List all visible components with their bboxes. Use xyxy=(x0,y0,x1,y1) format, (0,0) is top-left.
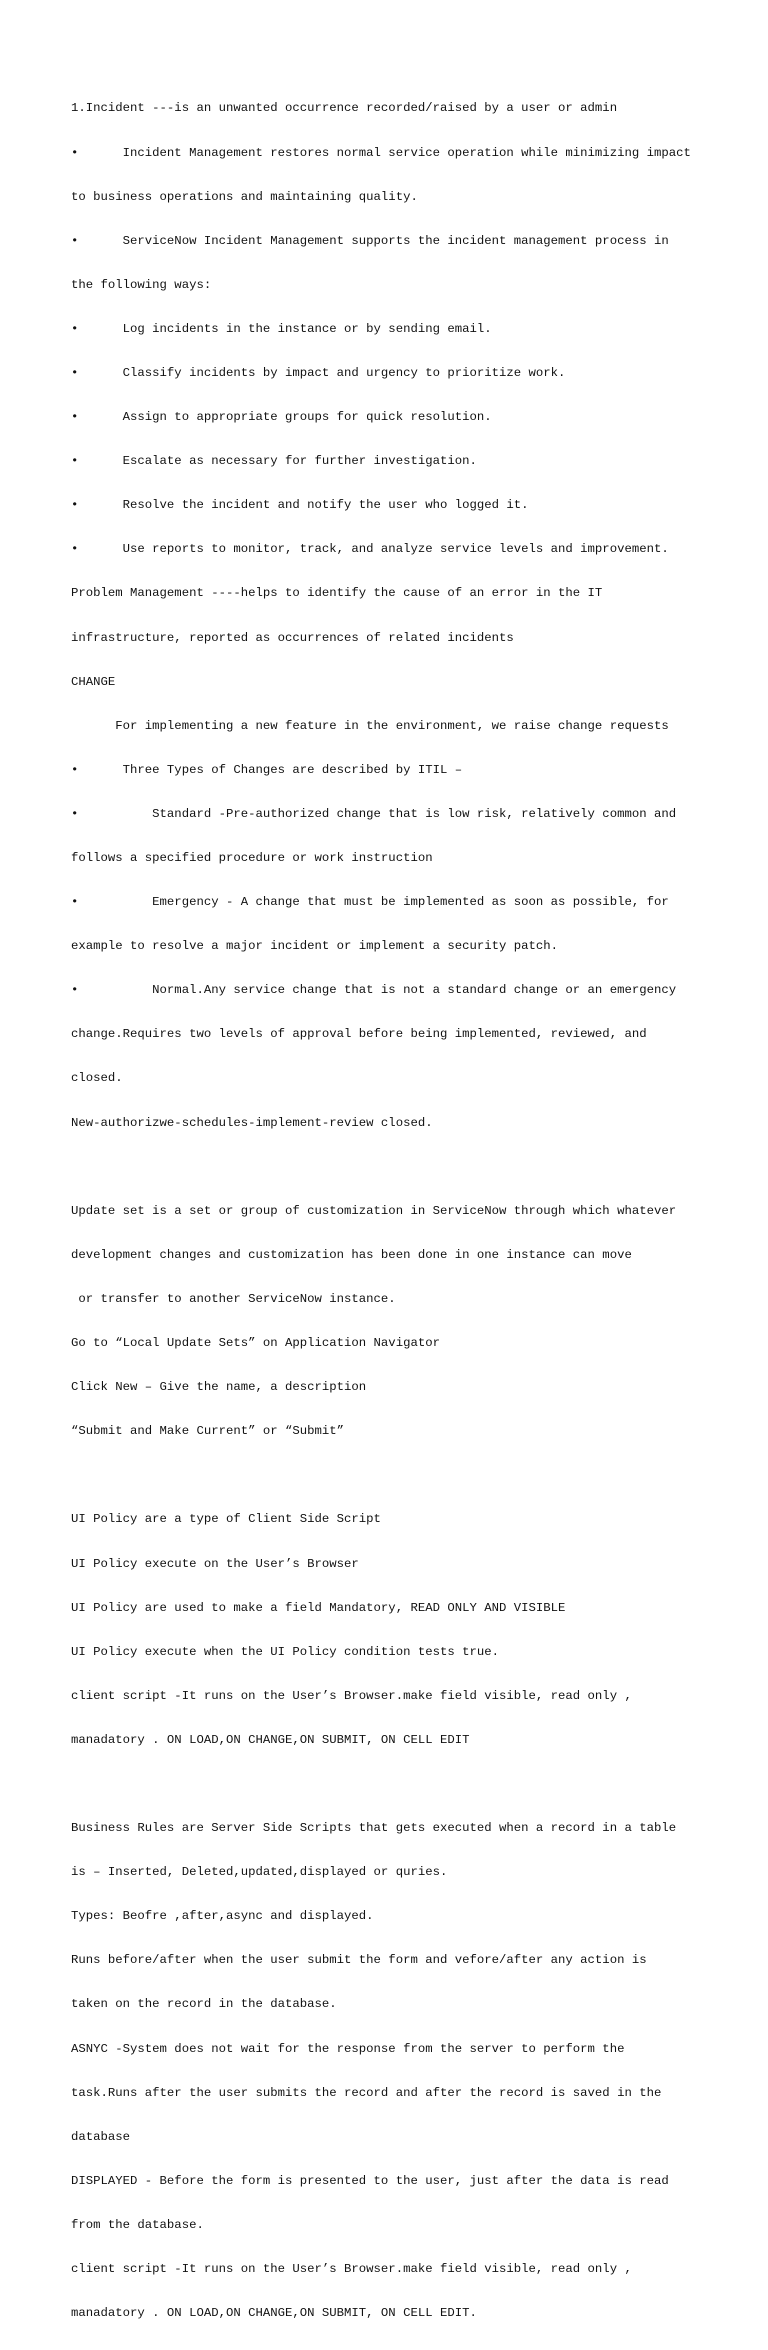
text-line: • Escalate as necessary for further investigation. xyxy=(71,454,477,469)
text-line: or transfer to another ServiceNow instance. xyxy=(71,1291,396,1306)
text-line: • Resolve the incident and notify the user who logged it. xyxy=(71,498,529,513)
text-line: UI Policy execute when the UI Policy condition tests true. xyxy=(71,1644,500,1659)
text-line: • Normal.Any service change that is not a standard change or an emergency xyxy=(71,983,677,998)
document-body xyxy=(71,72,731,2350)
text-line: the following ways: xyxy=(71,277,212,292)
section-heading: CHANGE xyxy=(71,674,116,689)
text-line: UI Policy execute on the User’s Browser xyxy=(71,1556,359,1571)
text-line: • Use reports to monitor, track, and analyze service levels and improvement. xyxy=(71,542,669,557)
text-line: taken on the record in the database. xyxy=(71,1997,337,2012)
text-line: example to resolve a major incident or implement a security patch. xyxy=(71,939,559,954)
text-line: • Classify incidents by impact and urgency to prioritize work. xyxy=(71,365,566,380)
text-line: manadatory . ON LOAD,ON CHANGE,ON SUBMIT, ON CELL EDIT xyxy=(71,1732,470,1747)
text-line: Problem Management ----helps to identify the cause of an error in the IT xyxy=(71,586,603,601)
text-line: DISPLAYED - Before the form is presented to the user, just after the data is read xyxy=(71,2173,669,2188)
text-line: is – Inserted, Deleted,updated,displayed or quries. xyxy=(71,1865,448,1880)
blank-line xyxy=(71,1160,731,1175)
text-line: • Incident Management restores normal service operation while minimizing impact xyxy=(71,145,691,160)
text-line: follows a specified procedure or work instruction xyxy=(71,851,433,865)
text-line: • Standard -Pre-authorized change that is low risk, relatively common and xyxy=(71,806,677,821)
text-line: UI Policy are used to make a field Mandatory, READ ONLY AND VISIBLE xyxy=(71,1600,566,1615)
text-line: Click New – Give the name, a description xyxy=(71,1380,367,1395)
blank-line xyxy=(71,1777,731,1792)
text-line: ASNYC -System does not wait for the response from the server to perform the xyxy=(71,2041,625,2056)
text-line: • Assign to appropriate groups for quick resolution. xyxy=(71,410,492,425)
text-line: Types: Beofre ,after,async and displayed. xyxy=(71,1909,374,1924)
text-line: Runs before/after when the user submit the form and vefore/after any action is xyxy=(71,1953,647,1968)
text-line: UI Policy are a type of Client Side Script xyxy=(71,1512,381,1527)
text-line: development changes and customization has been done in one instance can move xyxy=(71,1247,632,1262)
text-line: change.Requires two levels of approval before being implemented, reviewed, and xyxy=(71,1027,647,1042)
text-line: • ServiceNow Incident Management supports the incident management process in xyxy=(71,233,669,248)
blank-line xyxy=(71,1468,731,1483)
text-line: • Emergency - A change that must be implemented as soon as possible, for xyxy=(71,895,669,910)
text-line: client script -It runs on the User’s Browser.make field visible, read only , xyxy=(71,2262,632,2276)
text-line: client script -It runs on the User’s Browser.make field visible, read only , xyxy=(71,1688,632,1703)
text-line: “Submit and Make Current” or “Submit” xyxy=(71,1424,345,1439)
text-line: database xyxy=(71,2129,131,2144)
text-line: Go to “Local Update Sets” on Application Navigator xyxy=(71,1336,440,1351)
text-line: infrastructure, reported as occurrences of related incidents xyxy=(71,630,514,645)
text-line: to business operations and maintaining quality. xyxy=(71,189,418,204)
text-line: New-authorizwe-schedules-implement-review closed. xyxy=(71,1115,433,1130)
text-line: • Three Types of Changes are described by ITIL – xyxy=(71,762,463,777)
text-line: 1.Incident ---is an unwanted occurrence recorded/raised by a user or admin xyxy=(71,101,618,116)
text-line: Update set is a set or group of customization in ServiceNow through which whatever xyxy=(71,1203,677,1218)
text-line: from the database. xyxy=(71,2217,204,2232)
text-line: closed. xyxy=(71,1071,123,1086)
text-line: For implementing a new feature in the environment, we raise change requests xyxy=(71,718,669,733)
text-line: task.Runs after the user submits the record and after the record is saved in the xyxy=(71,2085,662,2100)
text-line: Business Rules are Server Side Scripts that gets executed when a record in a table xyxy=(71,1821,677,1836)
text-line: • Log incidents in the instance or by sending email. xyxy=(71,321,492,336)
text-line: manadatory . ON LOAD,ON CHANGE,ON SUBMIT, ON CELL EDIT. xyxy=(71,2306,477,2321)
